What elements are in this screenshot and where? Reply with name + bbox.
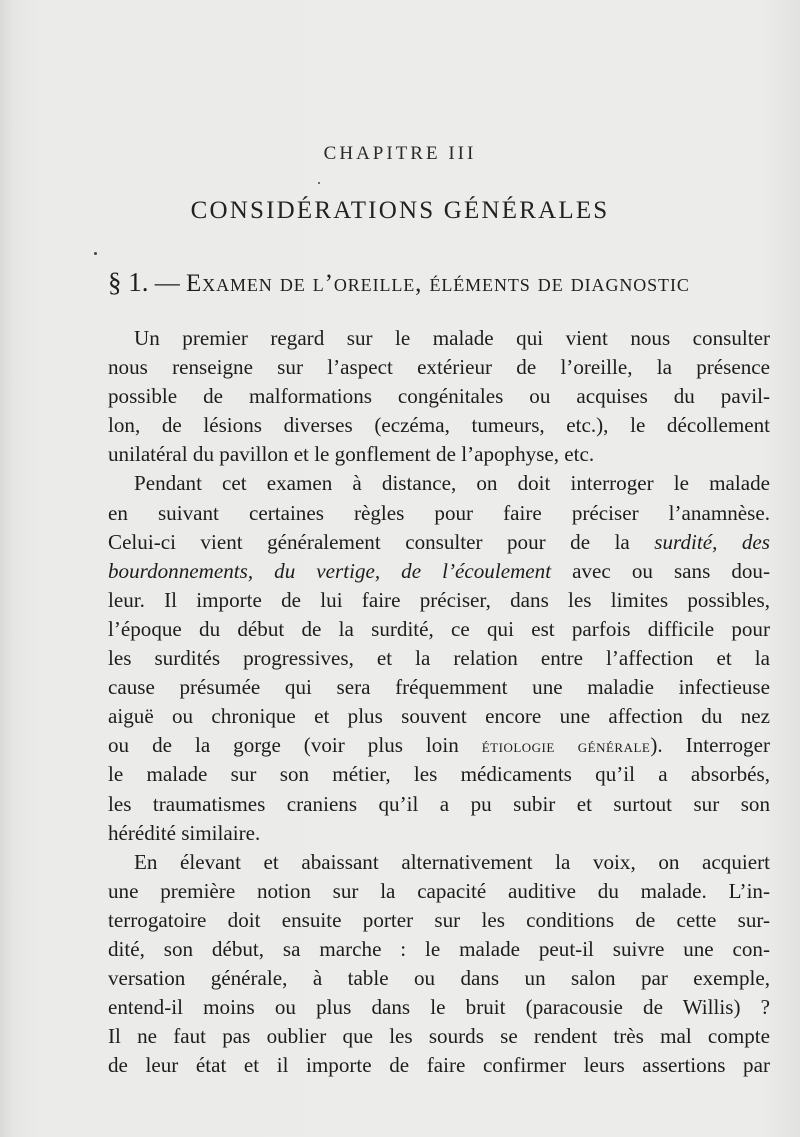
text-line: terrogatoire doit ensuite porter sur les conditions de cette sur- bbox=[108, 907, 770, 932]
text-line: Pendant cet examen à distance, on doit interroger le malade bbox=[134, 471, 770, 496]
text-line: les surdités progressives, et la relation entre l’affection et la bbox=[108, 646, 770, 671]
text-line: l’époque du début de la surdité, ce qui est parfois difficile pour bbox=[108, 616, 770, 641]
italic-term: bourdonnements, du vertige, de l’écoulement bbox=[108, 558, 552, 583]
italic-term: surdité, des bbox=[654, 529, 770, 554]
text-line: en suivant certaines règles pour faire préciser l’anamnèse. bbox=[108, 500, 770, 525]
text-line: entend-il moins ou plus dans le bruit (paracousie de Willis) ? bbox=[108, 995, 770, 1020]
text-line: dité, son début, sa marche : le malade peut-il suivre une con- bbox=[108, 936, 770, 961]
section-heading bbox=[108, 267, 780, 298]
text-line bbox=[108, 731, 770, 760]
text-line: cause présumée qui sera fréquemment une maladie infectieuse bbox=[108, 675, 770, 700]
small-caps-reference: étiologie générale bbox=[481, 736, 651, 758]
text-line bbox=[108, 557, 770, 586]
section-dash: — bbox=[154, 270, 180, 297]
text-line: Il ne faut pas oublier que les sourds se rendent très mal compte bbox=[108, 1024, 770, 1049]
text-line: nous renseigne sur l’aspect extérieur de l’oreille, la présence bbox=[108, 355, 770, 380]
text-segment: ou de la gorge (voir plus loin bbox=[108, 733, 459, 758]
text-line: le malade sur son métier, les médicaments qu’il a absorbés, bbox=[108, 762, 770, 787]
speck-mark bbox=[318, 182, 320, 184]
text-line: leur. Il importe de lui faire préciser, dans les limites possibles, bbox=[108, 587, 770, 612]
body-text bbox=[108, 324, 770, 1080]
text-line: versation générale, à table ou dans un salon par exemple, bbox=[108, 966, 770, 991]
text-line: aiguë ou chronique et plus souvent encore une affection du nez bbox=[108, 704, 770, 729]
text-line: possible de malformations congénitales ou acquises du pavil- bbox=[108, 384, 770, 409]
section-number: § 1. bbox=[108, 267, 149, 297]
text-line: lon, de lésions diverses (eczéma, tumeurs, etc.), le décollement bbox=[108, 413, 770, 438]
section-title: Examen de l’oreille, éléments de diagnostic bbox=[186, 270, 690, 297]
speck-mark bbox=[94, 252, 97, 255]
text-line bbox=[108, 528, 770, 557]
text-line: hérédité similaire. bbox=[108, 820, 261, 845]
text-line: Un premier regard sur le malade qui vient nous consulter bbox=[134, 326, 770, 350]
text-line: unilatéral du pavillon et le gonflement de l’apophyse, etc. bbox=[108, 442, 595, 467]
text-line: les traumatismes craniens qu’il a pu subir et surtout sur son bbox=[108, 791, 770, 816]
chapter-label: CHAPITRE III bbox=[323, 143, 477, 164]
text-line: En élevant et abaissant alternativement la voix, on acquiert bbox=[134, 849, 770, 874]
text-segment: avec ou sans dou- bbox=[572, 558, 771, 583]
text-segment: Celui-ci vient généralement consulter pour de la bbox=[108, 529, 630, 554]
text-line: une première notion sur la capacité auditive du malade. L’in- bbox=[108, 878, 770, 903]
text-segment: ). Interroger bbox=[650, 733, 770, 758]
text-line: de leur état et il importe de faire confirmer leurs assertions par bbox=[108, 1053, 770, 1078]
chapter-title: CONSIDÉRATIONS GÉNÉRALES bbox=[190, 197, 610, 224]
